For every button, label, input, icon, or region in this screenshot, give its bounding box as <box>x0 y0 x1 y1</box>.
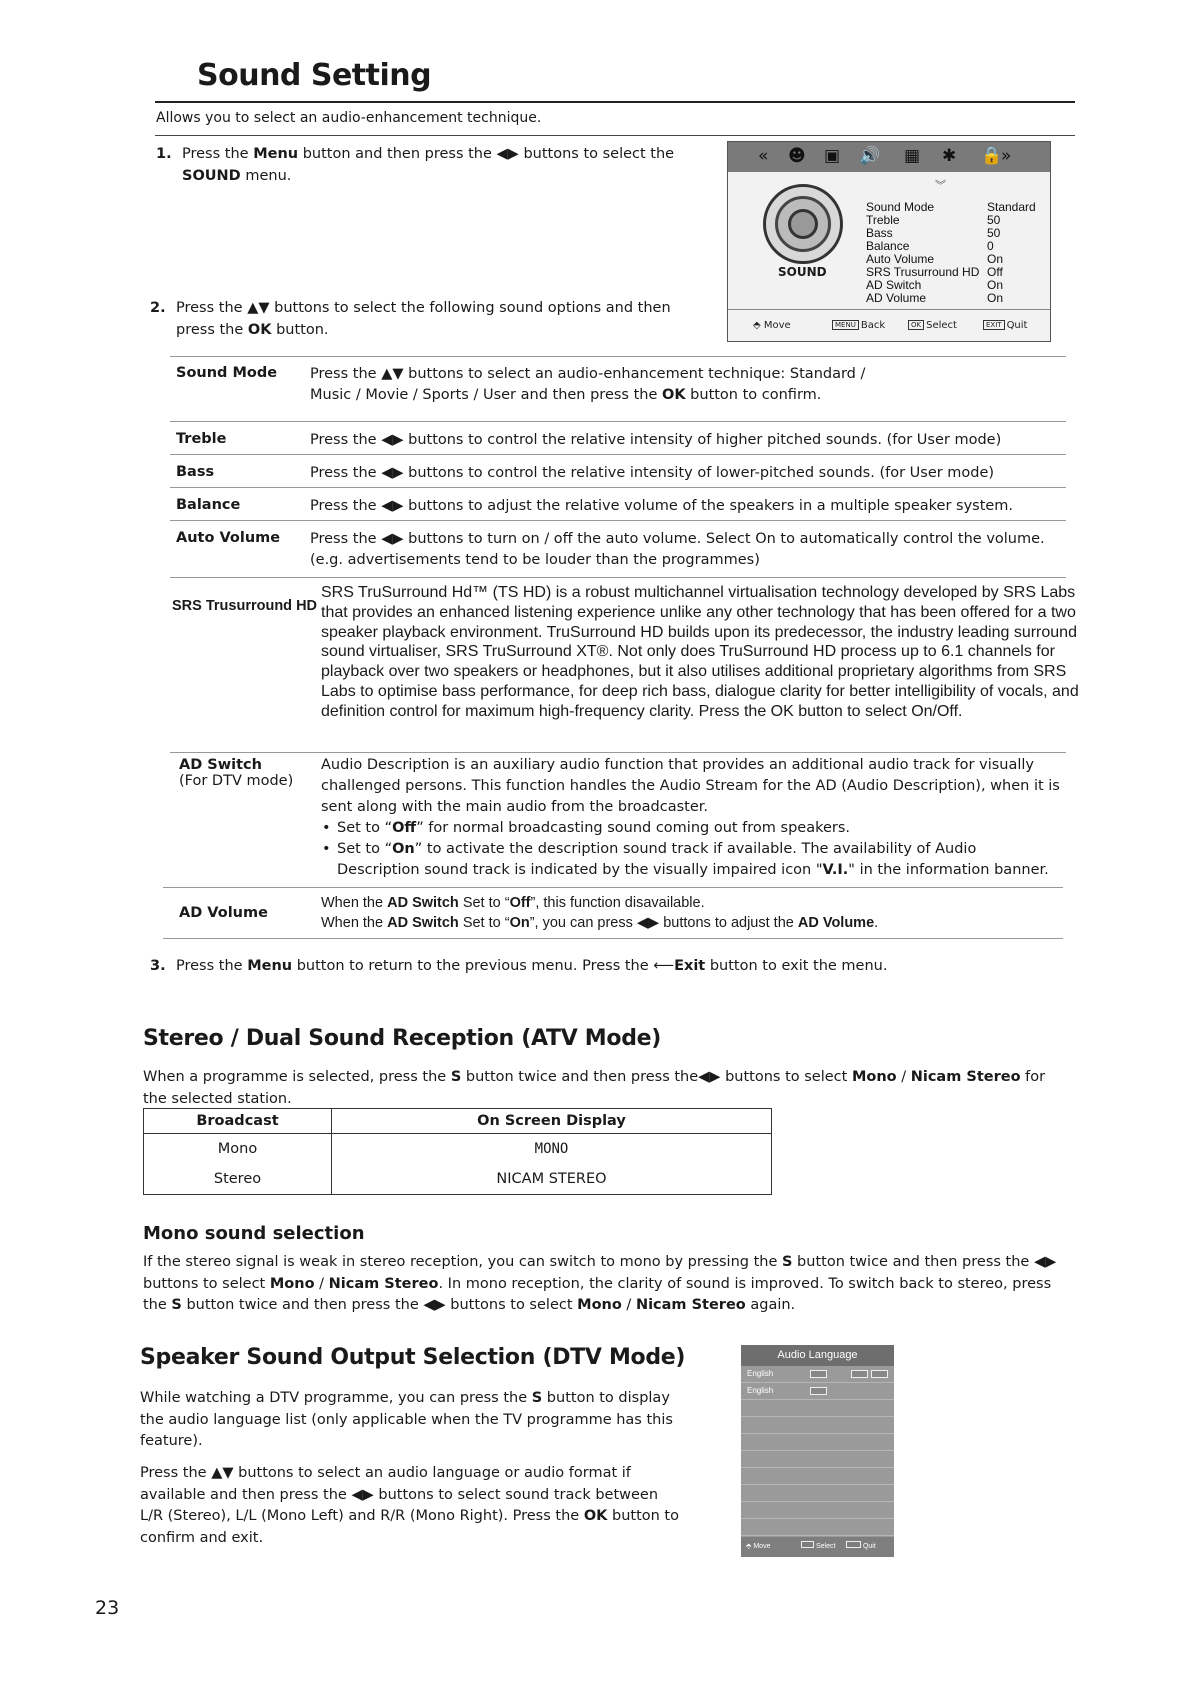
ok-key-icon <box>801 1541 814 1548</box>
audio-language-footer <box>741 1537 894 1557</box>
option-label-ad-switch: AD Switch (For DTV mode) <box>179 757 294 789</box>
step-1: 1. Press the Menu button and then press the ◀▶ buttons to select the SOUND menu. <box>156 146 675 184</box>
lock-icon: 🔒 <box>981 146 1003 166</box>
picture-icon: ☻ <box>788 146 806 166</box>
list-item[interactable]: English <box>741 1383 894 1400</box>
speaker-icon <box>763 184 843 264</box>
option-desc-bass: Press the ◀▶ buttons to control the relative intensity of lower-pitched sounds. (for User mode) <box>310 465 995 481</box>
table-row: Stereo NICAM STEREO <box>144 1164 772 1195</box>
move-hint: ⬘ Move <box>753 320 791 331</box>
setup-gear-icon: ✱ <box>942 146 957 166</box>
table-rule <box>170 356 1066 357</box>
stereo-heading: Stereo / Dual Sound Reception (ATV Mode) <box>143 1026 662 1051</box>
sound-menu-label: SOUND <box>778 265 827 279</box>
up-down-arrows-icon: ▲▼ <box>211 1465 234 1481</box>
menu-item-auto-volume[interactable]: Auto Volume On <box>866 252 1004 266</box>
mono-heading: Mono sound selection <box>143 1223 365 1244</box>
sound-menu-list <box>866 201 1046 305</box>
option-desc-treble: Press the ◀▶ buttons to control the relative intensity of higher pitched sounds. (for User mode) <box>310 432 1002 448</box>
mono-paragraph: If the stereo signal is weak in stereo reception, you can switch to mono by pressing the S button twice and then press the ◀▶ buttons to select Mono / Nicam Stereo. In mono reception, the clarity of sound is improved. To switch back to stereo, press the S button twice and then press the ◀▶ buttons to select Mono / Nicam Stereo again. <box>143 1254 1057 1313</box>
left-right-arrows-icon: ◀▶ <box>381 498 404 514</box>
page-title: Sound Setting <box>197 58 432 93</box>
menu-item-treble[interactable]: Treble 50 <box>866 213 1001 227</box>
left-right-arrows-icon: ◀▶ <box>351 1486 374 1503</box>
menu-item-balance[interactable]: Balance 0 <box>866 239 994 253</box>
intro-text: Allows you to select an audio-enhancement technique. <box>156 110 542 126</box>
up-down-arrows-icon: ▲▼ <box>381 366 404 382</box>
move-hint: ⬘ Move <box>746 1543 771 1550</box>
step-3: 3. Press the Menu button to return to the previous menu. Press the ⟵Exit button to exit the menu. <box>150 958 888 974</box>
left-right-arrows-icon: ◀▶ <box>381 531 404 547</box>
option-label-balance: Balance <box>176 497 241 513</box>
broadcast-table <box>143 1108 772 1195</box>
sound-menu-screenshot <box>727 141 1051 342</box>
prev-menu-icon: « <box>758 146 769 166</box>
channel-icon: ▣ <box>824 146 841 166</box>
audio-format-icon <box>851 1370 868 1378</box>
back-hint: MENU Back <box>832 320 885 331</box>
chevron-down-icon: ︾ <box>935 179 946 192</box>
option-label-treble: Treble <box>176 431 227 447</box>
audio-format-icon <box>810 1387 827 1395</box>
title-rule <box>155 101 1075 103</box>
menu-item-srs[interactable]: SRS Trusurround HD Off <box>866 265 1003 279</box>
audio-format-icon <box>871 1370 888 1378</box>
exit-key-icon <box>846 1541 861 1548</box>
select-hint: OK Select <box>908 320 957 331</box>
menu-item-ad-volume[interactable]: AD Volume On <box>866 291 1004 305</box>
list-item: • Set to “On” to activate the description sound track if available. The availability of Audio Description sound track is indicated by the visually impaired icon "V.I." in the information banner. <box>337 839 1061 881</box>
option-desc-ad-switch: Audio Description is an auxiliary audio function that provides an additional audio track for visually challenged persons. This function handles the Audio Stream for the AD (Audio Description), when it is sent along with the main audio from the broadcaster. • Set to “Off” for normal broadcasting sound coming out from speakers. • Set to “On” to activate the description sound track if available. The availability of Audio Description sound track is indicated by the visually impaired icon "V.I." in the information banner. <box>321 755 1061 881</box>
option-label-sound-mode: Sound Mode <box>176 365 278 381</box>
quit-hint: EXIT Quit <box>983 320 1027 331</box>
speaker-paragraph-1: While watching a DTV programme, you can press the S button to display the audio language list (only applicable when the TV programme has this feature). <box>140 1390 673 1449</box>
table-rule <box>170 577 1066 578</box>
table-rule <box>170 752 1066 753</box>
option-label-bass: Bass <box>176 464 215 480</box>
up-down-arrows-icon: ▲▼ <box>247 300 270 316</box>
list-item: • Set to “Off” for normal broadcasting sound coming out from speakers. <box>337 818 1061 839</box>
option-label-auto-volume: Auto Volume <box>176 530 281 546</box>
audio-format-icon <box>810 1370 827 1378</box>
left-right-arrows-icon: ◀▶ <box>496 146 519 162</box>
sound-icon: 🔊 <box>859 146 881 166</box>
page-number: 23 <box>95 1597 120 1619</box>
table-row: Mono MONO <box>144 1134 772 1165</box>
table-rule <box>170 454 1066 455</box>
step-2: 2. Press the ▲▼ buttons to select the following sound options and then press the OK button. <box>150 300 671 338</box>
table-rule <box>163 887 1063 888</box>
table-header: Broadcast <box>144 1109 332 1134</box>
next-menu-icon: » <box>1001 146 1012 166</box>
intro-rule <box>155 135 1075 136</box>
features-icon: ▦ <box>904 146 921 166</box>
option-desc-balance: Press the ◀▶ buttons to adjust the relative volume of the speakers in a multiple speaker system. <box>310 498 1014 514</box>
option-label-ad-volume: AD Volume <box>179 905 268 921</box>
speaker-heading: Speaker Sound Output Selection (DTV Mode) <box>140 1345 686 1370</box>
option-desc-srs: SRS TruSurround Hd™ (TS HD) is a robust multichannel virtualisation technology developed by SRS Labs that provides an enhanced listening experience unlike any other technology that has been offered for a two speaker playback environment. TruSurround HD builds upon its predecessor, the industry leading surround sound virtualiser, SRS TruSurround XT®. Not only does TruSurround HD process up to 6.1 channels for playback over two speakers or headphones, but it also utilises additional proprietary algorithms from SRS Labs to optimise bass performance, for deep rich bass, dialogue clarity for better intelligibility of vocals, and definition control for maximum high-frequency clarity. Press the OK button to select On/Off. <box>321 584 1079 720</box>
left-right-arrows-icon: ◀▶ <box>636 915 660 931</box>
select-hint: Select <box>801 1537 835 1557</box>
table-rule <box>170 520 1066 521</box>
option-desc-auto-volume: Press the ◀▶ buttons to turn on / off the auto volume. Select On to automatically control the volume. (e.g. advertisements tend to be louder than the programmes) <box>310 531 1045 568</box>
quit-hint: Quit <box>846 1537 876 1557</box>
speaker-paragraph-2: Press the ▲▼ buttons to select an audio language or audio format if available and then press the ◀▶ buttons to select sound track between L/R (Stereo), L/L (Mono Left) and R/R (Mono Right). Press the OK button to confirm and exit. <box>140 1465 679 1546</box>
left-right-arrows-icon: ◀▶ <box>698 1069 721 1085</box>
left-right-arrows-icon: ◀▶ <box>381 432 404 448</box>
menu-item-ad-switch[interactable]: AD Switch On <box>866 278 1004 292</box>
left-right-arrows-icon: ◀▶ <box>381 465 404 481</box>
list-item[interactable]: English <box>741 1366 894 1383</box>
menu-help-bar <box>728 309 1050 341</box>
table-header: On Screen Display <box>332 1109 772 1134</box>
option-label-srs: SRS Trusurround HD <box>172 598 318 614</box>
move-icon: ⬘ <box>753 320 761 331</box>
table-rule <box>170 421 1066 422</box>
table-rule <box>163 938 1063 939</box>
audio-language-panel <box>741 1345 894 1557</box>
stereo-paragraph: When a programme is selected, press the S button twice and then press the◀▶ buttons to select Mono / Nicam Stereo for the selected station. <box>143 1069 1046 1107</box>
exit-icon: ⟵ <box>653 958 675 974</box>
move-icon: ⬘ <box>746 1543 752 1550</box>
menu-item-bass[interactable]: Bass 50 <box>866 226 1001 240</box>
option-desc-ad-volume: When the AD Switch Set to “Off”, this function disavailable. When the AD Switch Set to “On”, you can press ◀▶ buttons to adjust the AD Volume. <box>321 895 879 931</box>
option-desc-sound-mode: Press the ▲▼ buttons to select an audio-enhancement technique: Standard / Music / Movie / Sports / User and then press the OK button to confirm. <box>310 366 866 403</box>
audio-language-title: Audio Language <box>741 1345 894 1366</box>
left-right-arrows-icon: ◀▶ <box>423 1297 446 1313</box>
menu-item-sound-mode[interactable]: Sound Mode Standard <box>866 200 1036 214</box>
left-right-arrows-icon: ◀▶ <box>1033 1254 1057 1270</box>
table-rule <box>170 487 1066 488</box>
menu-tab-bar <box>728 142 1050 172</box>
